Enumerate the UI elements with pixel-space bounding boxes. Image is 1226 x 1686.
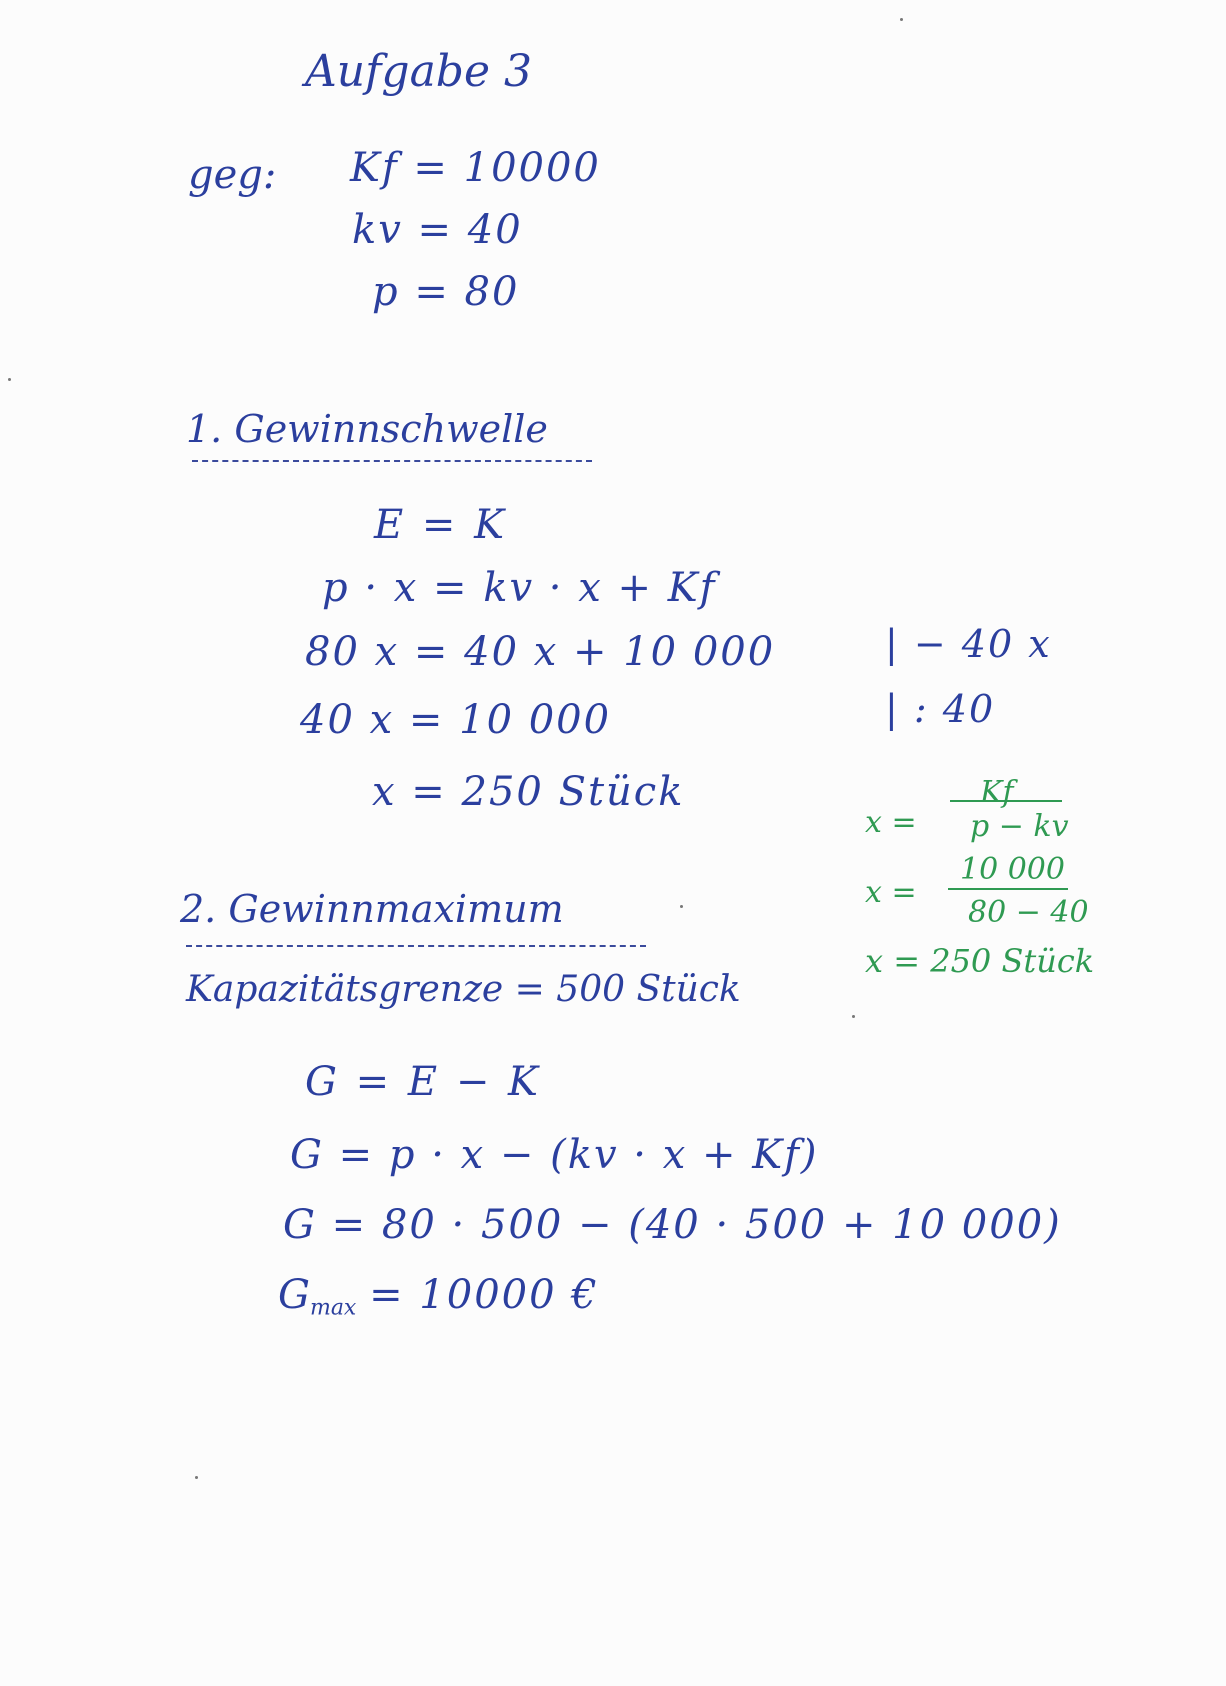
s2-line-2: G = p · x − (kv · x + Kf) [290, 1132, 819, 1178]
s2-line-3: G = 80 · 500 − (40 · 500 + 10 000) [283, 1202, 1062, 1248]
side-result: x = 250 Stück [865, 942, 1095, 980]
gmax-value: = 10000 € [369, 1272, 599, 1318]
scan-speck [8, 378, 11, 381]
scan-speck [900, 18, 903, 21]
given-line-kv: kv = 40 [352, 207, 523, 253]
scan-speck [852, 1015, 855, 1018]
section2-heading: 2. Gewinnmaximum [180, 887, 564, 931]
given-label: geg: [188, 152, 277, 198]
side-denominator-1: p − kv [970, 809, 1069, 844]
gmax-line [278, 1272, 599, 1321]
section1-underline [192, 460, 592, 462]
side-fraction-bar-1 [950, 800, 1062, 802]
s2-line-1: G = E − K [305, 1059, 541, 1105]
gmax-symbol: G [278, 1272, 310, 1318]
s1-line-3: 80 x = 40 x + 10 000 [305, 629, 776, 675]
side-numerator-1: Kf [980, 775, 1014, 810]
side-denominator-2: 80 − 40 [968, 895, 1089, 930]
section1-heading: 1. Gewinnschwelle [186, 407, 548, 451]
s1-line-2: p · x = kv · x + Kf [322, 565, 717, 611]
given-line-kf: Kf = 10000 [350, 145, 601, 191]
side-x-eq-2: x = [865, 875, 917, 910]
side-x-eq-1: x = [865, 805, 917, 840]
side-fraction-bar-2 [948, 888, 1068, 890]
s1-line-5: x = 250 Stück [372, 769, 685, 815]
scan-speck [680, 905, 683, 908]
s1-note-1: | − 40 x [885, 622, 1052, 666]
side-numerator-2: 10 000 [960, 852, 1065, 887]
capacity-line: Kapazitätsgrenze = 500 Stück [186, 969, 741, 1010]
s1-line-1: E = K [374, 502, 508, 548]
given-line-p: p = 80 [372, 269, 520, 315]
section2-underline [186, 945, 646, 947]
s1-line-4: 40 x = 10 000 [300, 697, 612, 743]
s1-note-2: | : 40 [885, 687, 996, 731]
page-title: Aufgabe 3 [305, 46, 532, 97]
gmax-subscript: max [309, 1295, 357, 1321]
scan-speck [195, 1476, 198, 1479]
